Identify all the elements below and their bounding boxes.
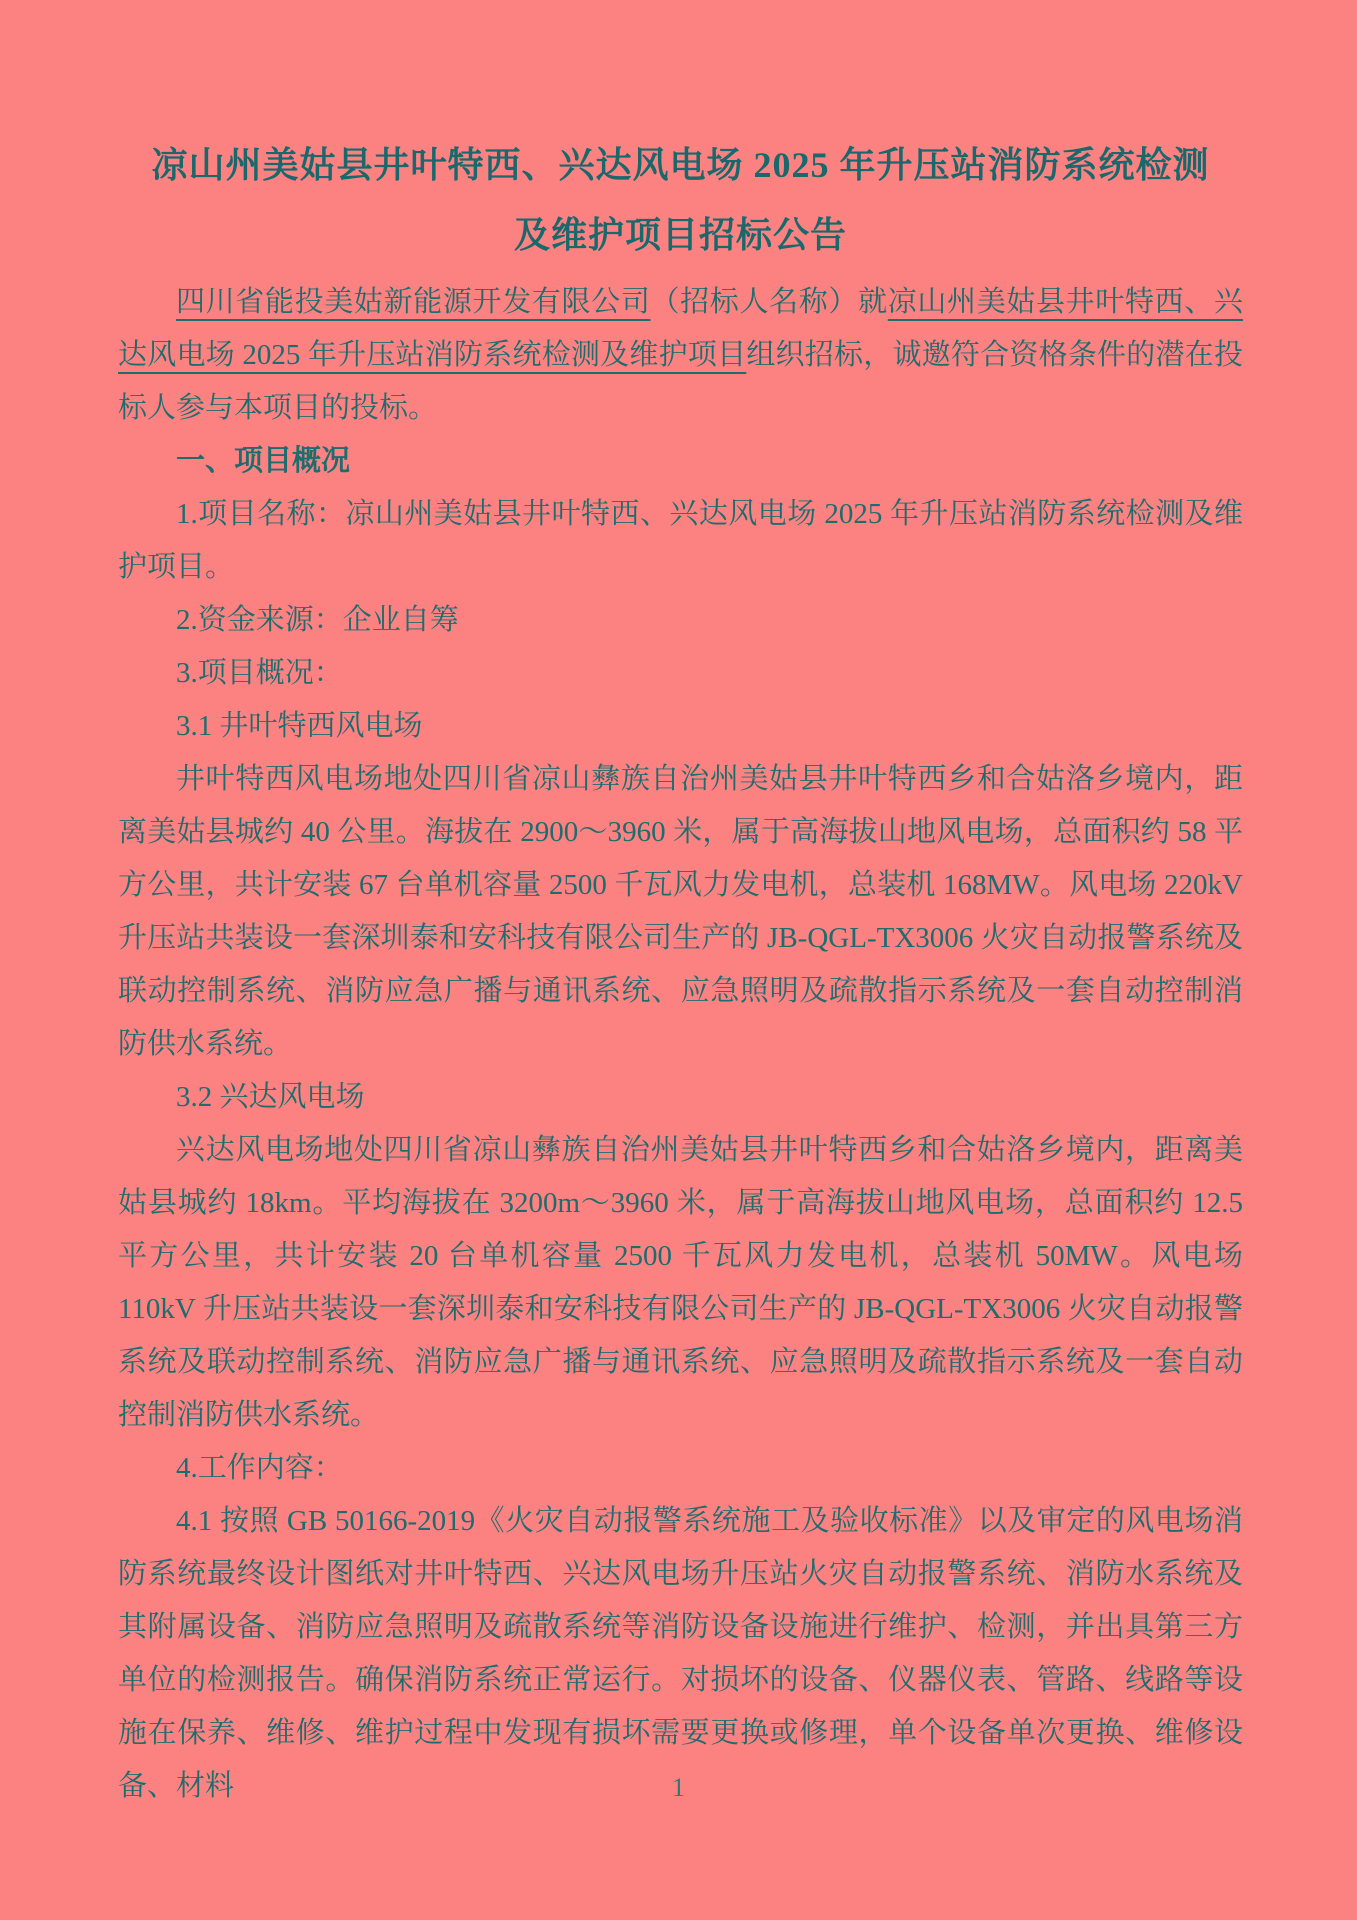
paragraph-jingyetexi-description: 井叶特西风电场地处四川省凉山彝族自治州美姑县井叶特西乡和合姑洛乡境内，距离美姑县城约 40 公里。海拔在 2900～3960 米，属于高海拔山地风电场，总面积约 58 平方公里，共计安装 67 台单机容量 2500 千瓦风力发电机，总装机 168MW。风电场 220kV 升压站共装设一套深圳泰和安科技有限公司生产的 JB-QGL-TX3006 火灾自动报警系统及联动控制系统、消防应急广播与通讯系统、应急照明及疏散指示系统及一套自动控制消防供水系统。	[118, 763, 1243, 1060]
document-title-line2: 及维护项目招标公告	[513, 215, 847, 255]
paragraph-xingda-description: 兴达风电场地处四川省凉山彝族自治州美姑县井叶特西乡和合姑洛乡境内，距离美姑县城约 18km。平均海拔在 3200m～3960 米，属于高海拔山地风电场，总面积约 12.5 平方公里，共计安装 20 台单机容量 2500 千瓦风力发电机，总装机 50MW。风电场 110kV 升压站共装设一套深圳泰和安科技有限公司生产的 JB-QGL-TX3006 火灾自动报警系统及联动控制系统、消防应急广播与通讯系统、应急照明及疏散指示系统及一套自动控制消防供水系统。	[118, 1134, 1243, 1431]
document-title	[118, 130, 1243, 270]
paragraph-funding-source: 2.资金来源：企业自筹	[176, 604, 459, 636]
page-number: 1	[672, 1773, 685, 1802]
document-title-line1: 凉山州美姑县井叶特西、兴达风电场 2025 年升压站消防系统检测	[151, 145, 1210, 185]
intro-paragraph	[118, 276, 1243, 435]
subsection-heading-xingda: 3.2 兴达风电场	[176, 1081, 365, 1113]
intro-tail-text: 组织招标，诚邀符合资格条件的潜在投标人参与本项目的投标。	[118, 339, 1243, 424]
tenderer-name-underlined: 四川省能投美姑新能源开发有限公司	[176, 286, 651, 318]
subsection-heading-jingyetexi: 3.1 井叶特西风电场	[176, 710, 423, 742]
section-heading-work-content: 4.工作内容：	[176, 1452, 343, 1484]
document-body	[118, 276, 1243, 1813]
project-name-underlined: 凉山州美姑县井叶特西、兴达风电场 2025 年升压站消防系统检测及维护项目	[118, 286, 1243, 371]
intro-middle-text: （招标人名称）就	[650, 286, 888, 318]
paragraph-work-content: 4.1 按照 GB 50166-2019《火灾自动报警系统施工及验收标准》以及审定的风电场消防系统最终设计图纸对井叶特西、兴达风电场升压站火灾自动报警系统、消防水系统及其附属设备、消防应急照明及疏散系统等消防设备设施进行维护、检测，并出具第三方单位的检测报告。确保消防系统正常运行。对损坏的设备、仪器仪表、管路、线路等设施在保养、维修、维护过程中发现有损坏需要更换或修理，单个设备单次更换、维修设备、材料	[118, 1505, 1243, 1802]
section-heading-overview: 一、项目概况	[176, 445, 351, 477]
paragraph-project-name: 1.项目名称：凉山州美姑县井叶特西、兴达风电场 2025 年升压站消防系统检测及维护项目。	[118, 498, 1243, 583]
paragraph-overview-label: 3.项目概况：	[176, 657, 343, 689]
